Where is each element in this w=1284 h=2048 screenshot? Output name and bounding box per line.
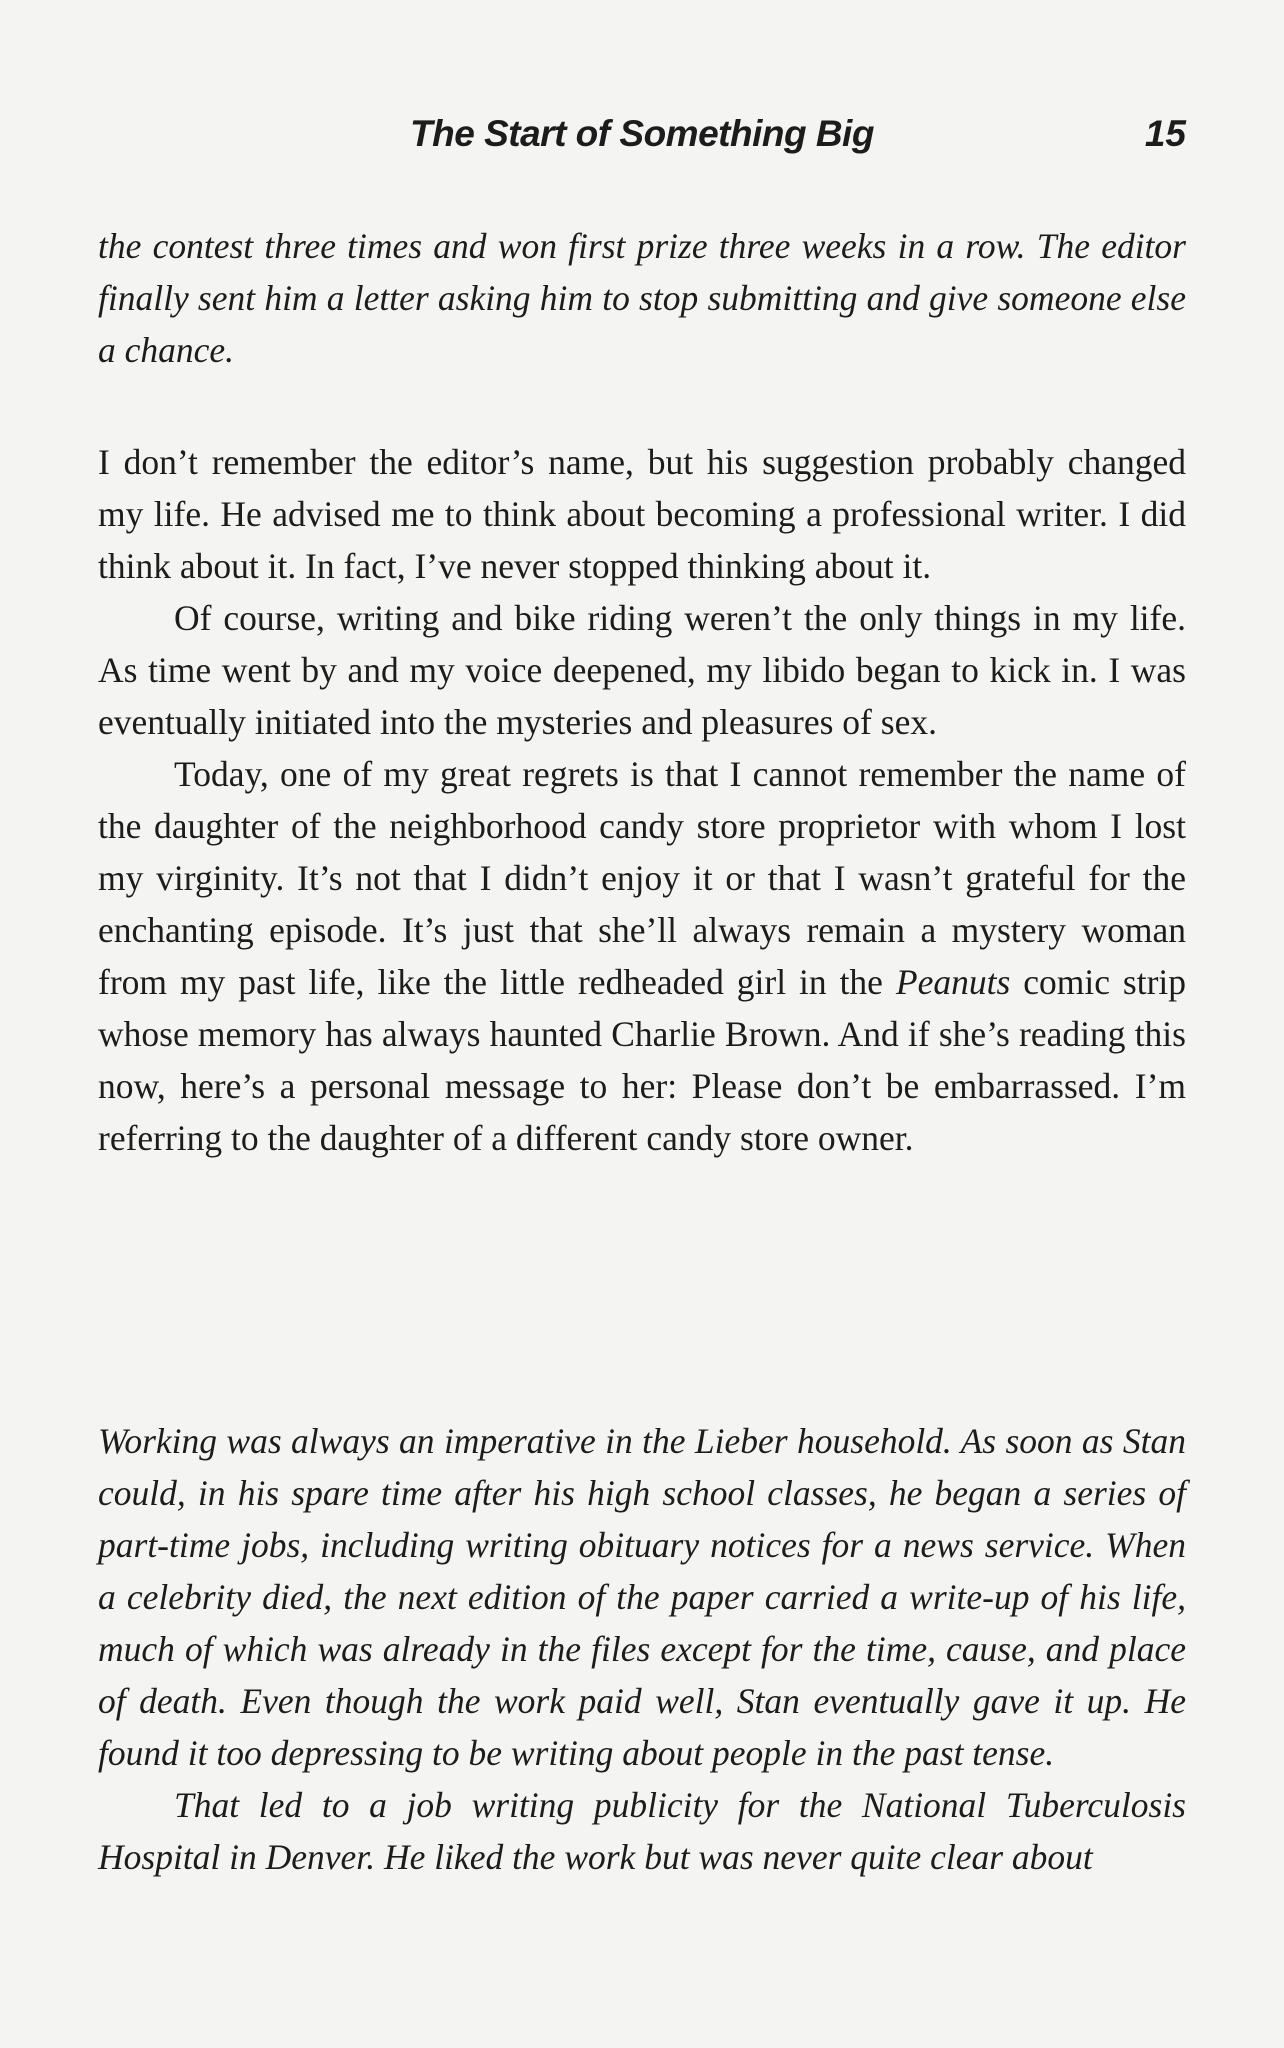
paragraph-contest: the contest three times and won first prize three weeks in a row. The editor finally sent him a letter asking him to stop submitting and give someone else a chance. [98, 226, 1186, 370]
italic-intro-block [98, 220, 1186, 376]
regrets-text-after: comic strip whose memory has always haunted Charlie Brown. And if she’s reading this now, here’s a personal message to her: Please don’t be embarrassed. I’m referring to the daughter of a different candy store owner. [98, 962, 1186, 1158]
paragraph-bike-riding: Of course, writing and bike riding weren’t the only things in my life. As time went by and my voice deepened, my libido began to kick in. I was eventually initiated into the mysteries and pleasures of sex. [98, 598, 1186, 742]
page-number: 15 [1144, 113, 1186, 154]
paragraph-working: Working was always an imperative in the Lieber household. As soon as Stan could, in his spare time after his high school classes, he began a series of part-time jobs, including writing obituary notices for a news service. When a celebrity died, the next edition of the paper carried a write-up of his life, much of which was already in the files except for the time, cause, and place of death. Even though the work paid well, Stan eventually gave it up. He found it too depressing to be writing about people in the past tense. [98, 1421, 1186, 1773]
regrets-text-before: Today, one of my great regrets is that I cannot remember the name of the daughter of the neighborhood candy store proprietor with whom I lost my virginity. It’s not that I didn’t enjoy it or that I wasn’t grateful for the enchanting episode. It’s just that she’ll always remain a mystery woman from my past life, like the little redheaded girl in the [98, 754, 1186, 1002]
paragraph-editor: I don’t remember the editor’s name, but his suggestion probably changed my life. He advised me to think about becoming a professional writer. I did think about it. In fact, I’ve never stopped thinking about it. [98, 442, 1186, 586]
peanuts-title: Peanuts [895, 962, 1011, 1002]
italic-narration-block [98, 1415, 1186, 1883]
chapter-title: The Start of Something Big [410, 113, 874, 154]
paragraph-regrets [98, 748, 1186, 1164]
memoir-block [98, 436, 1186, 1164]
running-head [98, 104, 1186, 164]
paragraph-publicity: That led to a job writing publicity for the National Tuberculosis Hospital in Denver. He liked the work but was never quite clear about [98, 1785, 1186, 1877]
